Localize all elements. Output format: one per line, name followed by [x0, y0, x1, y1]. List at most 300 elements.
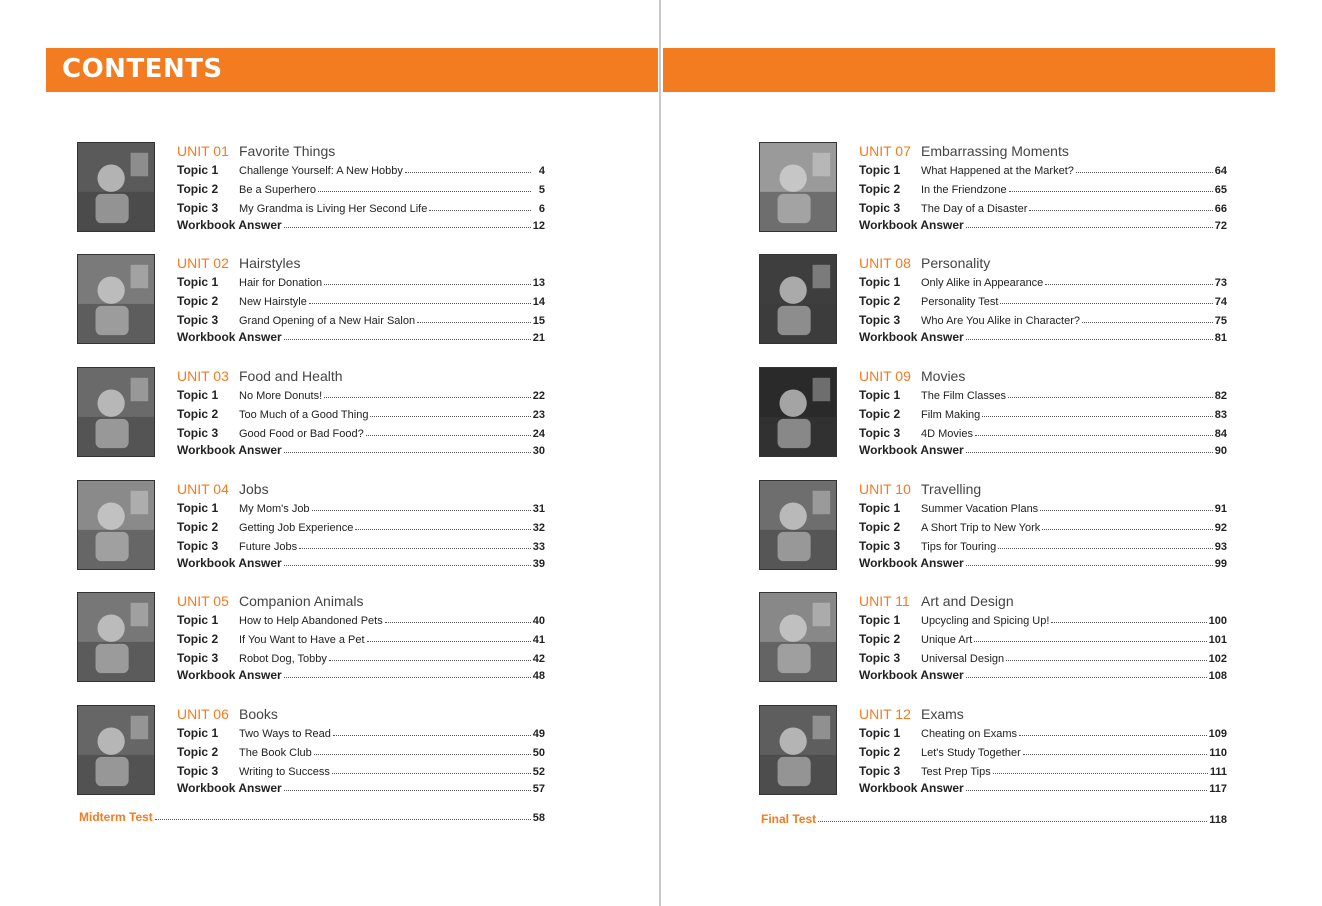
topic-page: 13 — [532, 277, 545, 289]
topic-title: Challenge Yourself: A New Hobby — [239, 165, 403, 177]
topic-page: 50 — [532, 747, 545, 759]
topic-number: Topic 3 — [859, 651, 901, 665]
topic-title: What Happened at the Market? — [921, 165, 1074, 177]
dot-leader — [284, 677, 531, 678]
unit-block — [77, 592, 547, 684]
dot-leader — [982, 416, 1212, 417]
topic-number: Topic 2 — [177, 294, 219, 308]
topic-entry[interactable] — [859, 180, 1227, 196]
workbook-page: 21 — [532, 332, 545, 344]
workbook-entry[interactable] — [859, 779, 1227, 795]
topic-number: Topic 3 — [859, 426, 901, 440]
dot-leader — [284, 565, 531, 566]
topic-page: 64 — [1214, 165, 1227, 177]
classroom-photo — [759, 705, 837, 795]
topic-entry[interactable] — [177, 292, 545, 308]
workbook-label: Workbook Answer — [859, 330, 964, 344]
reader-photo — [77, 705, 155, 795]
topic-entry[interactable] — [177, 273, 545, 289]
unit-block — [77, 480, 547, 572]
topic-number: Topic 1 — [859, 726, 901, 740]
dot-leader — [993, 773, 1208, 774]
topic-page: 41 — [532, 634, 545, 646]
topic-title: Future Jobs — [239, 541, 298, 553]
travel-photo — [759, 480, 837, 570]
unit-title: Companion Animals — [239, 593, 364, 609]
dot-leader — [1008, 397, 1213, 398]
topic-number: Topic 3 — [177, 313, 219, 327]
unit-heading — [177, 143, 335, 161]
workbook-entry[interactable] — [177, 216, 545, 232]
topic-title: In the Friendzone — [921, 184, 1007, 196]
topic-title: Getting Job Experience — [239, 522, 354, 534]
dot-leader — [155, 819, 531, 820]
unit-block — [77, 142, 547, 234]
topic-page: 40 — [532, 615, 545, 627]
topic-title: How to Help Abandoned Pets — [239, 615, 383, 627]
unit-block — [759, 705, 1229, 797]
unit-heading — [859, 706, 964, 724]
topic-entry[interactable] — [177, 161, 545, 177]
topic-page: 6 — [538, 203, 545, 215]
dot-leader — [284, 790, 531, 791]
dot-leader — [1029, 210, 1212, 211]
topic-number: Topic 2 — [859, 294, 901, 308]
topic-entry[interactable] — [859, 649, 1227, 665]
final-test-entry[interactable] — [761, 810, 1227, 826]
food-photo — [77, 367, 155, 457]
dot-leader — [309, 303, 531, 304]
unit-heading — [859, 481, 981, 499]
topic-page: 84 — [1214, 428, 1227, 440]
workbook-label: Workbook Answer — [177, 556, 282, 570]
workbook-label: Workbook Answer — [177, 218, 282, 232]
topic-title: Writing to Success — [239, 766, 330, 778]
cinema-photo — [759, 367, 837, 457]
topic-title: Robot Dog, Tobby — [239, 653, 327, 665]
topic-entry[interactable] — [177, 611, 545, 627]
dot-leader — [417, 322, 531, 323]
topic-entry[interactable] — [859, 161, 1227, 177]
unit-number: UNIT 11 — [859, 593, 910, 609]
unit-number: UNIT 06 — [177, 706, 229, 722]
topic-page: 49 — [532, 728, 545, 740]
topic-entry[interactable] — [177, 386, 545, 402]
dot-leader — [312, 510, 531, 511]
topic-title: Who Are You Alike in Character? — [921, 315, 1080, 327]
unit-title: Embarrassing Moments — [921, 143, 1069, 159]
topic-number: Topic 1 — [859, 275, 901, 289]
unit-heading — [859, 368, 965, 386]
workbook-label: Workbook Answer — [177, 781, 282, 795]
dot-leader — [974, 641, 1206, 642]
contents-banner-right — [663, 48, 1275, 92]
topic-number: Topic 2 — [859, 407, 901, 421]
topic-title: Test Prep Tips — [921, 766, 991, 778]
dot-leader — [284, 227, 531, 228]
workbook-entry[interactable] — [859, 554, 1227, 570]
dot-leader — [1019, 735, 1207, 736]
dot-leader — [966, 452, 1213, 453]
topic-entry[interactable] — [177, 649, 545, 665]
topic-page: 100 — [1208, 615, 1227, 627]
workbook-page: 30 — [532, 445, 545, 457]
topic-page: 66 — [1214, 203, 1227, 215]
topic-entry[interactable] — [177, 743, 545, 759]
unit-number: UNIT 10 — [859, 481, 911, 497]
topic-title: Hair for Donation — [239, 277, 323, 289]
workbook-label: Workbook Answer — [177, 443, 282, 457]
dot-leader — [1040, 510, 1213, 511]
topic-page: 101 — [1208, 634, 1227, 646]
dot-leader — [355, 529, 530, 530]
topic-title: Cheating on Exams — [921, 728, 1017, 740]
workbook-label: Workbook Answer — [859, 556, 964, 570]
page-spine — [659, 0, 661, 906]
workbook-entry[interactable] — [859, 441, 1227, 457]
workbook-entry[interactable] — [859, 216, 1227, 232]
topic-page: 83 — [1214, 409, 1227, 421]
dot-leader — [1009, 191, 1213, 192]
topic-number: Topic 3 — [859, 313, 901, 327]
keyboard-photo — [759, 254, 837, 344]
topic-number: Topic 3 — [177, 764, 219, 778]
topic-number: Topic 3 — [859, 764, 901, 778]
topic-entry[interactable] — [177, 724, 545, 740]
dot-leader — [332, 773, 531, 774]
dot-leader — [329, 660, 531, 661]
topic-page: 22 — [532, 390, 545, 402]
topic-number: Topic 2 — [177, 182, 219, 196]
dot-leader — [1045, 284, 1212, 285]
dot-leader — [405, 172, 531, 173]
dog-photo — [77, 592, 155, 682]
topic-page: 92 — [1214, 522, 1227, 534]
topic-entry[interactable] — [177, 180, 545, 196]
laptop-photo — [77, 480, 155, 570]
topic-number: Topic 2 — [177, 745, 219, 759]
topic-entry[interactable] — [859, 499, 1227, 515]
topic-entry[interactable] — [859, 273, 1227, 289]
design-photo — [759, 592, 837, 682]
topic-number: Topic 3 — [177, 651, 219, 665]
unit-heading — [177, 481, 269, 499]
topic-number: Topic 1 — [177, 388, 219, 402]
unit-title: Art and Design — [921, 593, 1014, 609]
unit-title: Books — [239, 706, 278, 722]
unit-heading — [177, 706, 278, 724]
final-test-page: 118 — [1209, 814, 1227, 826]
unit-heading — [859, 593, 1014, 611]
final-test-label: Final Test — [761, 812, 817, 826]
unit-block — [759, 592, 1229, 684]
topic-title: No More Donuts! — [239, 390, 323, 402]
midterm-test-label: Midterm Test — [79, 810, 153, 824]
workbook-label: Workbook Answer — [859, 668, 964, 682]
topic-page: 111 — [1209, 766, 1227, 778]
topic-title: Two Ways to Read — [239, 728, 331, 740]
topic-title: 4D Movies — [921, 428, 973, 440]
page-title: CONTENTS — [62, 54, 223, 84]
workbook-page: 108 — [1208, 670, 1227, 682]
topic-number: Topic 3 — [177, 539, 219, 553]
topic-entry[interactable] — [859, 311, 1227, 327]
topic-title: Too Much of a Good Thing — [239, 409, 369, 421]
dot-leader — [367, 641, 531, 642]
dot-leader — [966, 677, 1207, 678]
topic-page: 42 — [532, 653, 545, 665]
topic-title: The Film Classes — [921, 390, 1006, 402]
workbook-entry[interactable] — [859, 328, 1227, 344]
dot-leader — [1076, 172, 1213, 173]
topic-number: Topic 1 — [859, 388, 901, 402]
topic-title: Film Making — [921, 409, 981, 421]
topic-entry[interactable] — [177, 311, 545, 327]
topic-page: 82 — [1214, 390, 1227, 402]
dot-leader — [1000, 303, 1212, 304]
topic-number: Topic 1 — [177, 275, 219, 289]
unit-title: Travelling — [921, 481, 982, 497]
topic-number: Topic 2 — [859, 520, 901, 534]
workbook-entry[interactable] — [177, 328, 545, 344]
workbook-page: 48 — [532, 670, 545, 682]
topic-entry[interactable] — [177, 630, 545, 646]
dot-leader — [966, 227, 1213, 228]
topic-title: A Short Trip to New York — [921, 522, 1041, 534]
unit-number: UNIT 05 — [177, 593, 229, 609]
topic-entry[interactable] — [177, 199, 545, 215]
topic-page: 33 — [532, 541, 545, 553]
topic-entry[interactable] — [177, 499, 545, 515]
topic-entry[interactable] — [859, 743, 1227, 759]
topic-page: 14 — [532, 296, 545, 308]
topic-number: Topic 1 — [859, 163, 901, 177]
dot-leader — [966, 339, 1213, 340]
dot-leader — [333, 735, 531, 736]
unit-title: Favorite Things — [239, 143, 336, 159]
topic-number: Topic 1 — [177, 726, 219, 740]
workbook-page: 99 — [1214, 558, 1227, 570]
unit-number: UNIT 03 — [177, 368, 229, 384]
dot-leader — [324, 397, 531, 398]
unit-title: Exams — [921, 706, 964, 722]
unit-title: Jobs — [239, 481, 269, 497]
topic-entry[interactable] — [859, 630, 1227, 646]
topic-entry[interactable] — [177, 762, 545, 778]
unit-heading — [177, 368, 343, 386]
topic-title: The Book Club — [239, 747, 312, 759]
topic-title: My Grandma is Living Her Second Life — [239, 203, 428, 215]
topic-number: Topic 2 — [859, 632, 901, 646]
workbook-label: Workbook Answer — [859, 781, 964, 795]
topic-page: 15 — [532, 315, 545, 327]
dot-leader — [284, 452, 531, 453]
dot-leader — [1051, 622, 1206, 623]
snow-photo — [759, 142, 837, 232]
topic-entry[interactable] — [177, 537, 545, 553]
topic-number: Topic 1 — [177, 501, 219, 515]
topic-title: Universal Design — [921, 653, 1005, 665]
unit-block — [77, 254, 547, 346]
workbook-label: Workbook Answer — [859, 443, 964, 457]
unit-title: Personality — [921, 255, 991, 271]
dot-leader — [1042, 529, 1213, 530]
workbook-entry[interactable] — [177, 554, 545, 570]
midterm-test-entry[interactable] — [79, 808, 545, 824]
dot-leader — [385, 622, 531, 623]
topic-title: Tips for Touring — [921, 541, 997, 553]
topic-number: Topic 3 — [177, 426, 219, 440]
unit-heading — [177, 593, 364, 611]
topic-number: Topic 2 — [177, 407, 219, 421]
topic-number: Topic 3 — [859, 539, 901, 553]
unit-block — [77, 367, 547, 459]
topic-entry[interactable] — [859, 405, 1227, 421]
unit-block — [77, 705, 547, 797]
topic-entry[interactable] — [859, 762, 1227, 778]
workbook-entry[interactable] — [177, 779, 545, 795]
collage-photo — [77, 142, 155, 232]
topic-page: 23 — [532, 409, 545, 421]
topic-entry[interactable] — [859, 199, 1227, 215]
topic-title: Let's Study Together — [921, 747, 1021, 759]
unit-number: UNIT 12 — [859, 706, 911, 722]
topic-entry[interactable] — [177, 405, 545, 421]
topic-number: Topic 2 — [859, 182, 901, 196]
topic-entry[interactable] — [859, 292, 1227, 308]
topic-number: Topic 1 — [177, 163, 219, 177]
dot-leader — [1023, 754, 1208, 755]
unit-number: UNIT 02 — [177, 255, 229, 271]
unit-block — [759, 142, 1229, 234]
topic-number: Topic 1 — [177, 613, 219, 627]
workbook-page: 117 — [1209, 783, 1227, 795]
workbook-label: Workbook Answer — [177, 668, 282, 682]
dot-leader — [370, 416, 530, 417]
dot-leader — [966, 565, 1213, 566]
topic-title: Be a Superhero — [239, 184, 317, 196]
topic-title: Personality Test — [921, 296, 999, 308]
topic-page: 73 — [1214, 277, 1227, 289]
workbook-label: Workbook Answer — [177, 330, 282, 344]
topic-title: Only Alike in Appearance — [921, 277, 1044, 289]
topic-title: Grand Opening of a New Hair Salon — [239, 315, 416, 327]
dot-leader — [324, 284, 531, 285]
topic-page: 91 — [1214, 503, 1227, 515]
topic-number: Topic 2 — [177, 632, 219, 646]
unit-title: Movies — [921, 368, 966, 384]
dot-leader — [975, 435, 1213, 436]
hair-salon-photo — [77, 254, 155, 344]
topic-page: 109 — [1208, 728, 1227, 740]
topic-entry[interactable] — [177, 518, 545, 534]
unit-number: UNIT 01 — [177, 143, 229, 159]
workbook-page: 39 — [532, 558, 545, 570]
topic-entry[interactable] — [859, 611, 1227, 627]
workbook-entry[interactable] — [177, 666, 545, 682]
dot-leader — [299, 548, 531, 549]
unit-heading — [859, 143, 1069, 161]
topic-entry[interactable] — [859, 724, 1227, 740]
topic-page: 74 — [1214, 296, 1227, 308]
workbook-page: 81 — [1214, 332, 1227, 344]
midterm-test-page: 58 — [532, 812, 545, 824]
topic-number: Topic 3 — [859, 201, 901, 215]
dot-leader — [998, 548, 1213, 549]
topic-page: 65 — [1214, 184, 1227, 196]
dot-leader — [318, 191, 531, 192]
topic-title: Upcycling and Spicing Up! — [921, 615, 1050, 627]
topic-number: Topic 1 — [859, 501, 901, 515]
workbook-page: 12 — [532, 220, 545, 232]
topic-entry[interactable] — [859, 537, 1227, 553]
unit-number: UNIT 07 — [859, 143, 911, 159]
topic-entry[interactable] — [859, 386, 1227, 402]
unit-title: Hairstyles — [239, 255, 301, 271]
topic-page: 110 — [1209, 747, 1227, 759]
unit-block — [759, 367, 1229, 459]
topic-page: 52 — [532, 766, 545, 778]
dot-leader — [966, 790, 1208, 791]
workbook-label: Workbook Answer — [859, 218, 964, 232]
workbook-page: 57 — [532, 783, 545, 795]
topic-entry[interactable] — [859, 518, 1227, 534]
topic-entry[interactable] — [177, 424, 545, 440]
topic-number: Topic 3 — [177, 201, 219, 215]
workbook-entry[interactable] — [177, 441, 545, 457]
unit-number: UNIT 09 — [859, 368, 911, 384]
topic-page: 93 — [1214, 541, 1227, 553]
unit-number: UNIT 04 — [177, 481, 229, 497]
topic-title: If You Want to Have a Pet — [239, 634, 365, 646]
topic-title: Good Food or Bad Food? — [239, 428, 364, 440]
topic-page: 75 — [1214, 315, 1227, 327]
workbook-page: 72 — [1214, 220, 1227, 232]
topic-page: 24 — [532, 428, 545, 440]
topic-page: 4 — [538, 165, 545, 177]
dot-leader — [1082, 322, 1213, 323]
workbook-page: 90 — [1214, 445, 1227, 457]
unit-block — [759, 480, 1229, 572]
unit-heading — [859, 255, 990, 273]
dot-leader — [818, 821, 1207, 822]
topic-title: The Day of a Disaster — [921, 203, 1028, 215]
unit-title: Food and Health — [239, 368, 343, 384]
dot-leader — [284, 339, 531, 340]
topic-title: Summer Vacation Plans — [921, 503, 1039, 515]
topic-number: Topic 2 — [177, 520, 219, 534]
topic-title: My Mom's Job — [239, 503, 310, 515]
unit-heading — [177, 255, 300, 273]
topic-number: Topic 1 — [859, 613, 901, 627]
dot-leader — [366, 435, 531, 436]
unit-number: UNIT 08 — [859, 255, 911, 271]
contents-banner — [46, 48, 658, 92]
topic-entry[interactable] — [859, 424, 1227, 440]
dot-leader — [314, 754, 531, 755]
unit-block — [759, 254, 1229, 346]
topic-page: 102 — [1208, 653, 1227, 665]
topic-page: 31 — [532, 503, 545, 515]
dot-leader — [1006, 660, 1206, 661]
topic-title: New Hairstyle — [239, 296, 307, 308]
workbook-entry[interactable] — [859, 666, 1227, 682]
dot-leader — [429, 210, 531, 211]
topic-number: Topic 2 — [859, 745, 901, 759]
topic-page: 5 — [538, 184, 545, 196]
topic-title: Unique Art — [921, 634, 973, 646]
topic-page: 32 — [532, 522, 545, 534]
